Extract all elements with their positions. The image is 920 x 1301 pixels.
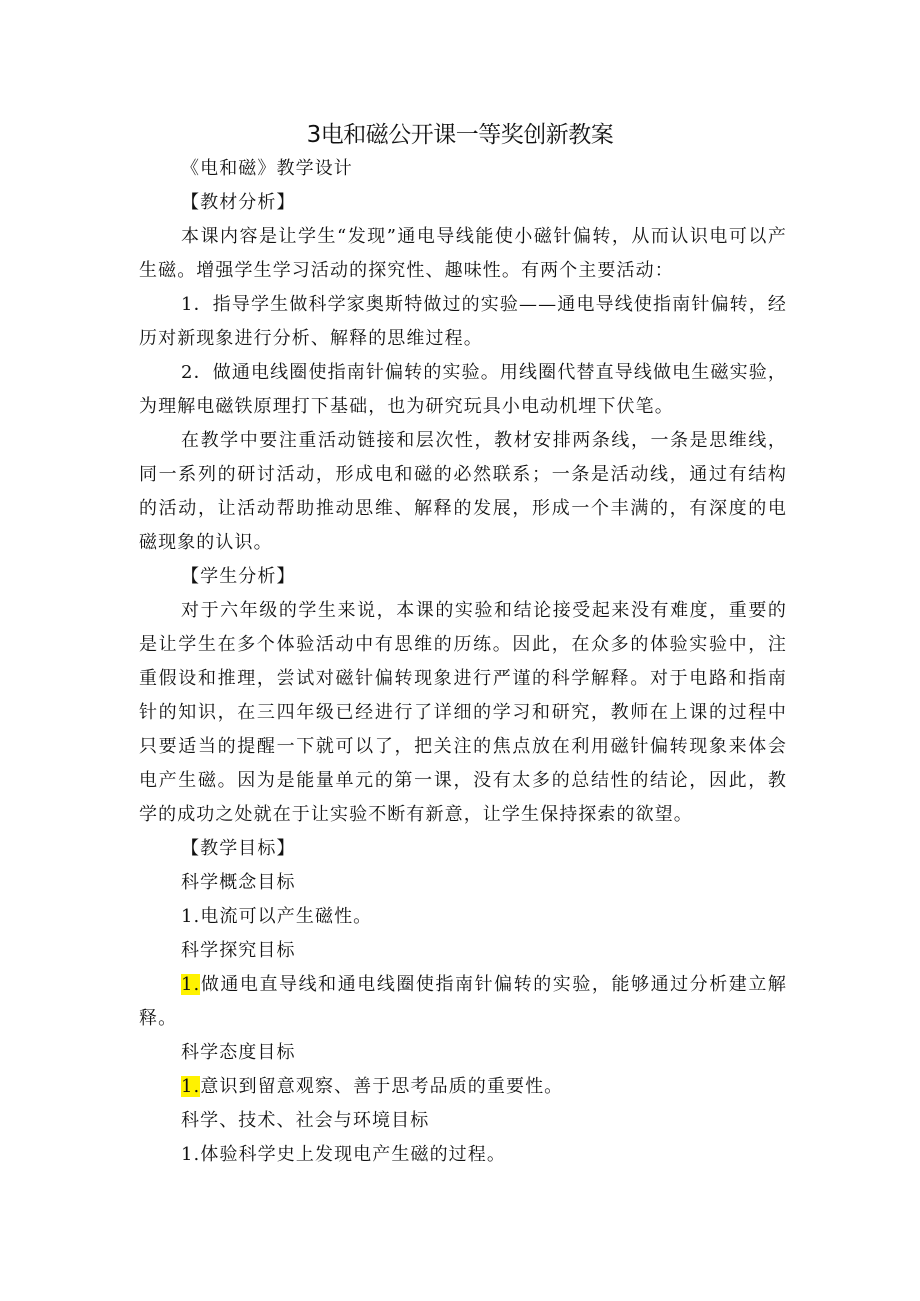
goal-item-stse-1: 1.体验科学史上发现电产生磁的过程。 xyxy=(181,1144,506,1165)
paragraph-activity-2: 2．做通电线圈使指南针偏转的实验。用线圈代替直导线做电生磁实验，为理解电磁铁原理打下基础，也为研究玩具小电动机埋下伏笔。 xyxy=(139,362,787,417)
goal-heading-concept: 科学概念目标 xyxy=(181,872,296,893)
paragraph-activity-1: 1．指导学生做科学家奥斯特做过的实验——通电导线使指南针偏转，经历对新现象进行分析、解释的思维过程。 xyxy=(139,294,787,349)
goal-item-attitude-1 xyxy=(139,1070,787,1104)
highlighted-number-marker: 1. xyxy=(181,974,201,995)
goal-heading-inquiry: 科学探究目标 xyxy=(181,940,296,961)
section-heading-teaching-goals: 【教学目标】 xyxy=(181,838,296,859)
section-heading-student-analysis: 【学生分析】 xyxy=(181,566,296,587)
goal-item-inquiry-text: 做通电直导线和通电线圈使指南针偏转的实验，能够通过分析建立解释。 xyxy=(139,974,787,1029)
goal-item-inquiry-1 xyxy=(139,968,787,1036)
goal-item-attitude-text: 意识到留意观察、善于思考品质的重要性。 xyxy=(200,1076,564,1097)
document-title: 3电和磁公开课一等奖创新教案 xyxy=(306,122,614,148)
goal-item-concept-1: 1.电流可以产生磁性。 xyxy=(181,906,373,927)
document-body xyxy=(139,152,787,1172)
section-heading-textbook-analysis: 【教材分析】 xyxy=(181,192,296,213)
paragraph-textbook-intro: 本课内容是让学生“发现”通电导线能使小磁针偏转，从而认识电可以产生磁。增强学生学习活动的探究性、趣味性。有两个主要活动： xyxy=(139,226,787,281)
paragraph-student-analysis: 对于六年级的学生来说，本课的实验和结论接受起来没有难度，重要的是让学生在多个体验活动中有思维的历练。因此，在众多的体验实验中，注重假设和推理，尝试对磁针偏转现象进行严谨的科学解释。对于电路和指南针的知识，在三四年级已经进行了详细的学习和研究，教师在上课的过程中只要适当的提醒一下就可以了，把关注的焦点放在利用磁针偏转现象来体会电产生磁。因为是能量单元的第一课，没有太多的总结性的结论，因此，教学的成功之处就在于让实验不断有新意，让学生保持探索的欲望。 xyxy=(139,600,787,825)
goal-heading-stse: 科学、技术、社会与环境目标 xyxy=(181,1110,430,1131)
goal-heading-attitude: 科学态度目标 xyxy=(181,1042,296,1063)
design-subtitle: 《电和磁》教学设计 xyxy=(181,158,353,179)
highlighted-number-marker: 1. xyxy=(181,1076,201,1097)
paragraph-teaching-lines: 在教学中要注重活动链接和层次性，教材安排两条线，一条是思维线，同一系列的研讨活动，形成电和磁的必然联系；一条是活动线，通过有结构的活动，让活动帮助推动思维、解释的发展，形成一个丰满的，有深度的电磁现象的认识。 xyxy=(139,430,787,553)
